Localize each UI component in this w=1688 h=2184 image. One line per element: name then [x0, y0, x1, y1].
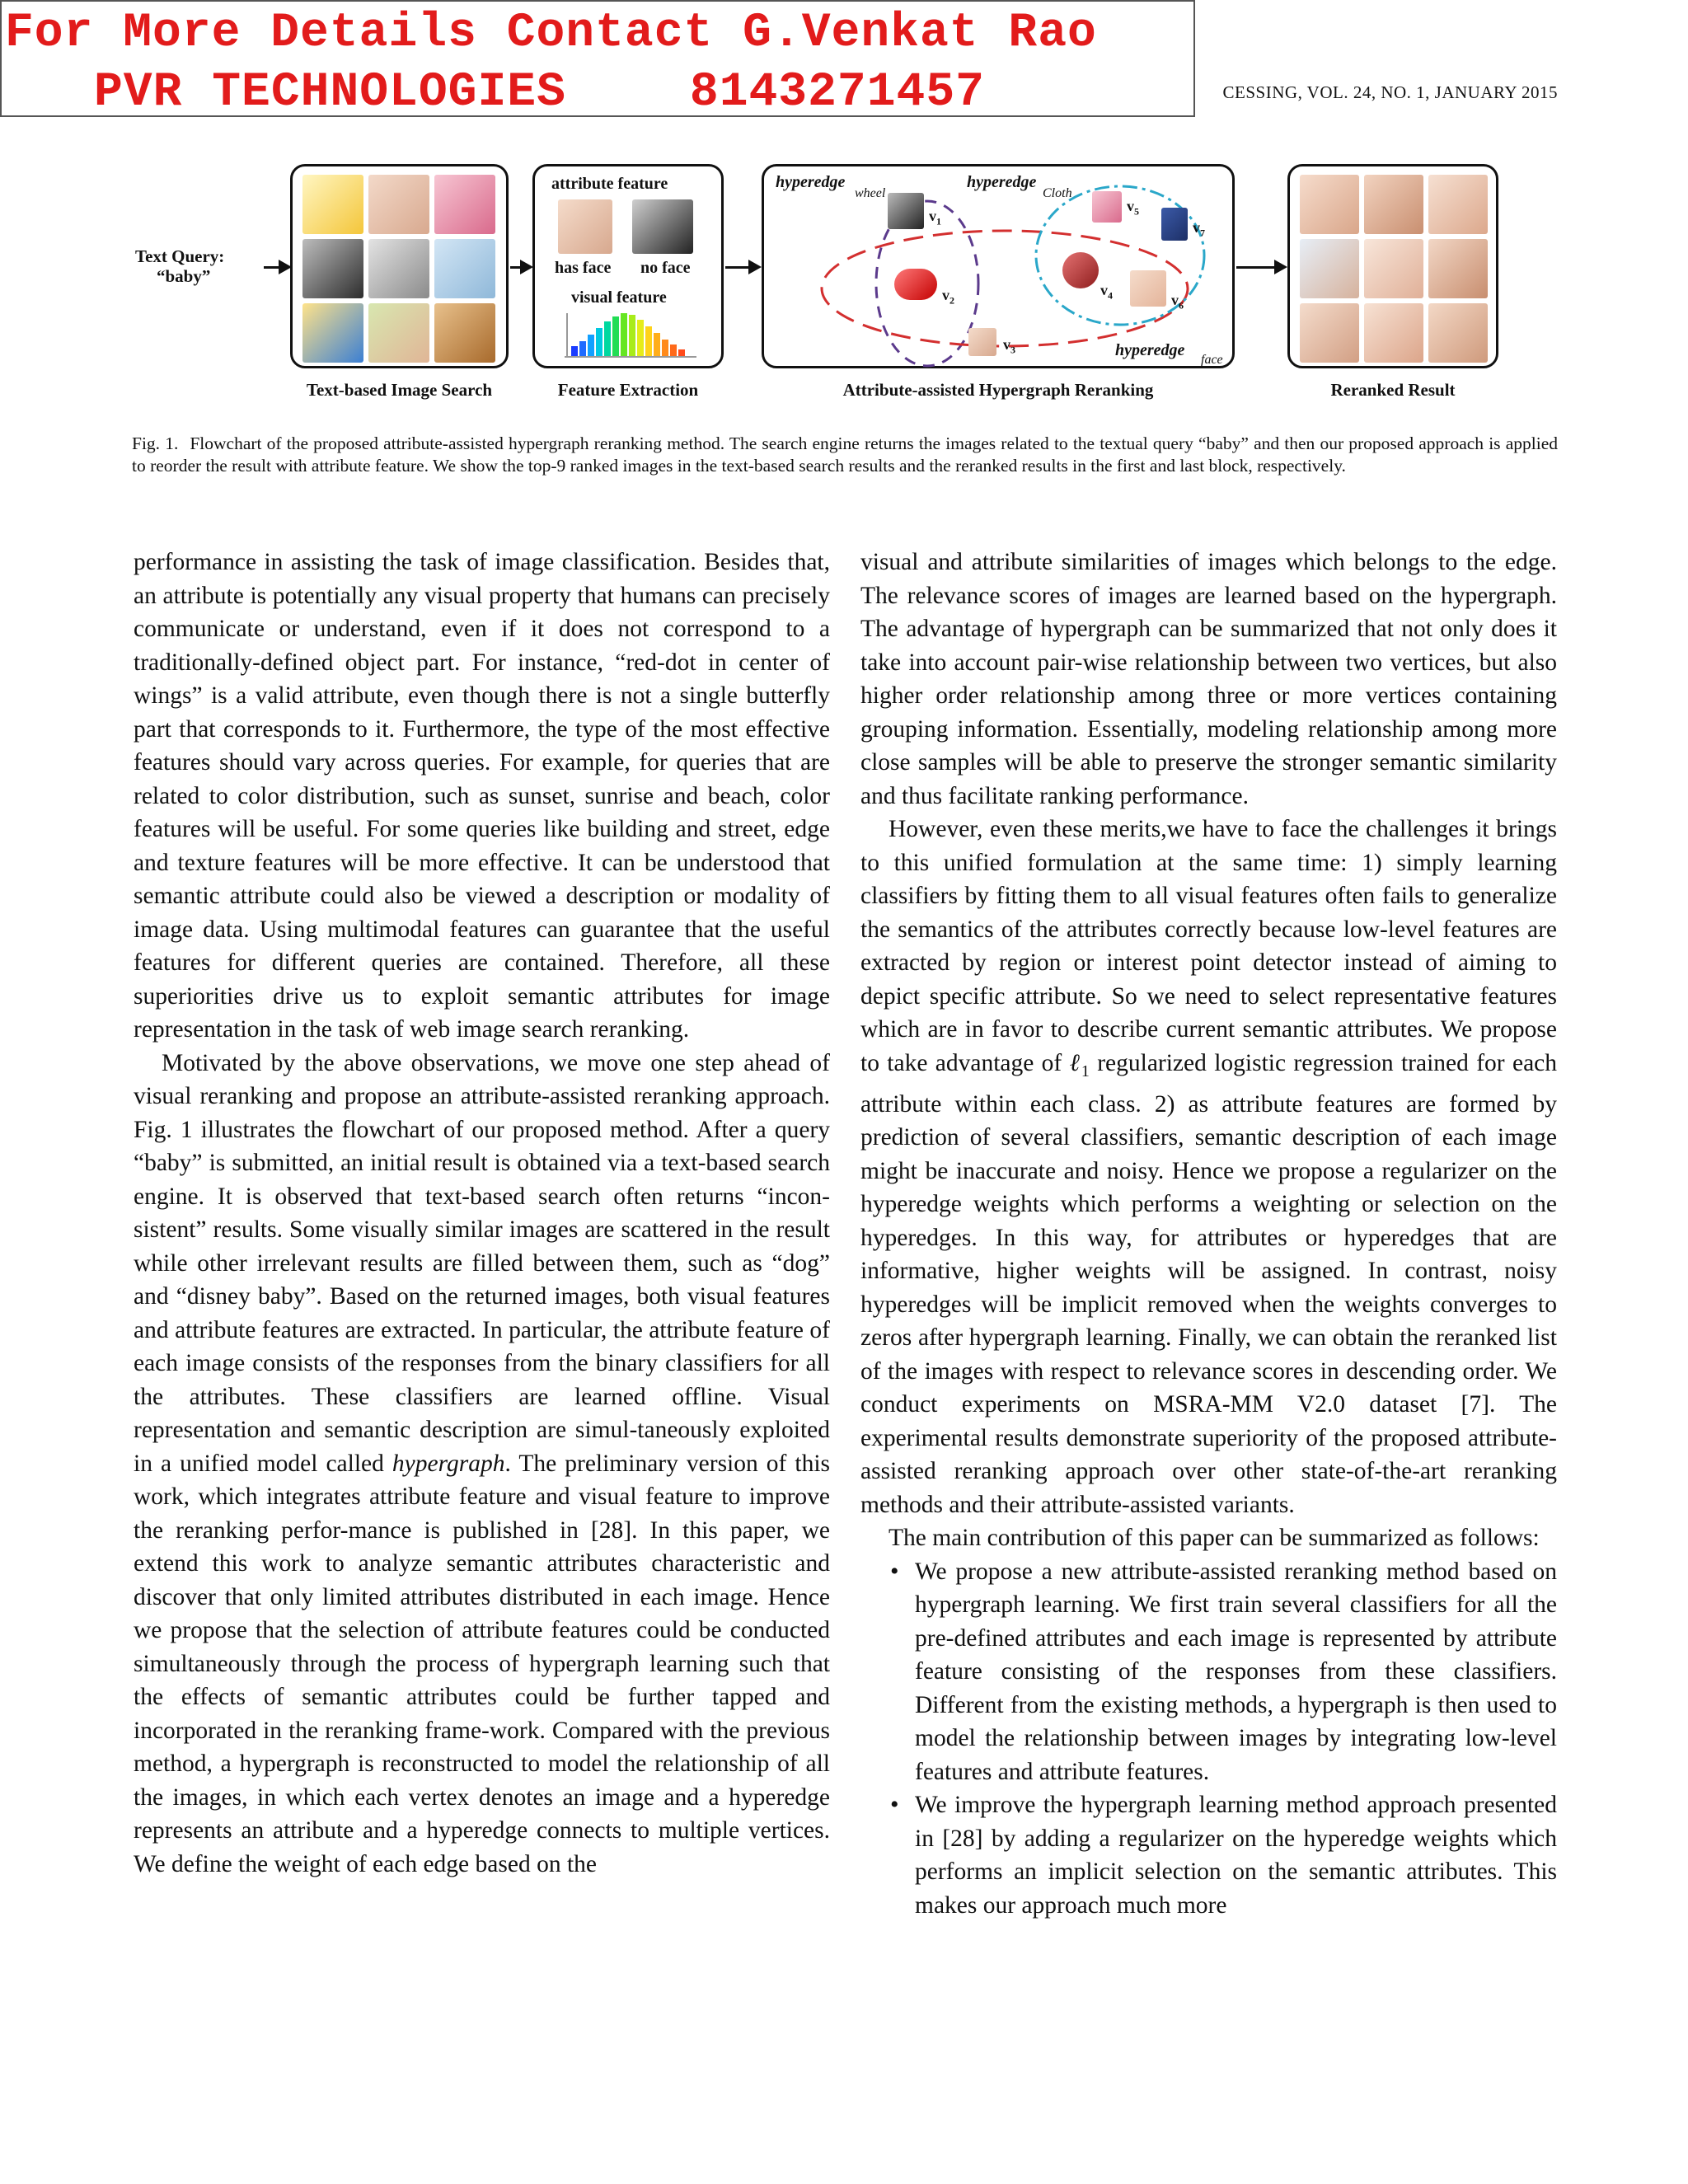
query-value: “baby”	[157, 266, 211, 286]
no-face-label: no face	[640, 259, 691, 277]
figure-caption	[132, 433, 1558, 477]
hypergraph-term: hypergraph	[392, 1450, 505, 1477]
left-paragraph-1: performance in assisting the task of image classification. Besides that, an attribute is potentially any visual property that humans can precisely communicate or understand, even if it does not correspond to a traditionally-defined object part. For instance, “red-dot in center of wings” is a valid attribute, even though there is not a single butterfly part that corresponds to it. Furthermore, the type of the most effective features should vary across queries. For example, for queries that are related to color distribution, such as sunset, sunrise and beach, color features will be useful. For some queries like building and street, edge and texture features will be more effective. It can be understood that semantic attribute could also be viewed a description or modality of image data. Using multimodal features can guarantee that the useful features for different queries are contained. Therefore, all these superiorities drive us to exploit semantic attributes for image representation in the task of web image search reranking.	[134, 549, 830, 1043]
histogram-chart	[565, 313, 696, 363]
contact-watermark	[0, 0, 1195, 120]
contribution-list	[860, 1555, 1557, 1923]
block-label-4: Reranked Result	[1330, 380, 1456, 400]
reranked-thumb-7	[1300, 303, 1359, 363]
wheel-label: wheel	[855, 186, 886, 200]
vertex-4-thumb	[1062, 252, 1099, 288]
reranked-thumb-1	[1300, 175, 1359, 234]
reranked-thumb-6	[1428, 239, 1488, 298]
vertex-7-thumb	[1161, 208, 1188, 241]
watermark-line-1: For More Details Contact G.Venkat Rao	[5, 7, 1097, 60]
face-label: face	[1201, 353, 1223, 367]
block-label-1: Text-based Image Search	[306, 380, 493, 400]
watermark-phone: 8143271457	[689, 66, 985, 120]
vertex-2-label: $v_2$	[942, 287, 954, 307]
vertex-6-thumb	[1130, 270, 1166, 307]
hyperedge-ellipses	[764, 166, 1237, 371]
thumb-blanket	[434, 239, 495, 298]
vertex-5-label: $v_5$	[1127, 198, 1139, 218]
watermark-company: PVR TECHNOLOGIES	[94, 66, 566, 120]
left-column	[134, 546, 830, 1881]
right-paragraph-1: visual and attribute similarities of images which belongs to the edge. The relevance scores of images are learned based on the hypergraph. The advantage of hypergraph can be summarized that not only does it take into account pair-wise relationship between two vertices, but also higher order relationship among three or more vertices containing grouping information. Essentially, modeling relationship among more close samples will be able to preserve the stronger semantic similarity and thus facilitate ranking performance.	[860, 549, 1557, 809]
contribution-item-1: • We propose a new attribute-assisted reranking method based on hypergraph learning. We first train several classifiers for all the pre-defined attributes and each image is represented by attribute feature consisting of the responses from these classifiers. Different from the existing methods, a hypergraph is then used to model the relationship between images by integrating low-level features and attribute features.	[915, 1555, 1557, 1789]
vertex-6-label: $v_6$	[1171, 292, 1184, 312]
arrow-3	[1236, 266, 1284, 269]
left-paragraph-2: Motivated by the above observations, we move one step ahead of visual reranking and propose an attribute-assisted reranking approach. Fig. 1 illustrates the flowchart of our proposed method. After a query “baby” is submitted, an initial result is obtained via a text-based search engine. It is observed that text-based search often returns “incon-sistent” results. Some visually similar images are scattered in the result while other irrelevant results are filled between them, such as “dog” and “disney baby”. Based on the returned images, both visual features and attribute features are extracted. In particular, the attribute feature of each image consists of the responses from the binary classifiers for all the attributes. These classifiers are learned offline. Visual representation and semantic description are simul-taneously exploited in a unified model called hypergraph. The preliminary version of this work, which integrates attribute feature and visual feature to improve the reranking perfor-mance is published in [28]. In this paper, we extend this work to analyze semantic attributes characteristic and discover that only limited attributes distributed in each image. Hence we propose that the selection of attribute features could be conducted simultaneously through the process of hypergraph learning such that the effects of semantic attributes could be further tapped and incorporated in the reranking frame-work. Compared with the previous method, a hypergraph is reconstructed to model the relationship of all the images, in which each vertex denotes an image and a hyperedge represents an attribute and a hyperedge connects to multiple vertices. We define the weight of each edge based on the	[134, 1049, 830, 1877]
vertex-1-thumb	[888, 193, 924, 229]
hyperedge-label-wheel: hyperedge	[776, 173, 846, 191]
contribution-item-2: • We improve the hypergraph learning method approach presented in [28] by adding a regularizer on the hyperedge weights which performs an implicit selection on the semantic attributes. This makes our approach much more	[915, 1788, 1557, 1922]
arrow-query	[264, 266, 288, 269]
feature-extraction-block	[532, 164, 724, 368]
arrow-1	[510, 266, 530, 269]
vertex-5-thumb	[1092, 191, 1122, 223]
thumb-noface	[632, 199, 693, 254]
reranked-thumb-9	[1428, 303, 1488, 363]
caption-label: Fig. 1.	[132, 434, 179, 453]
thumb-baby-2	[368, 303, 429, 363]
caption-text: Flowchart of the proposed attribute-assisted hypergraph reranking method. The search engine returns the images related to the textual query “baby” and then our proposed approach is applied to reorder the result with attribute feature. We show the top-9 ranked images in the text-based search results and the reranked results in the first and last block, respectively.	[132, 434, 1558, 476]
hypergraph-block	[762, 164, 1235, 368]
search-results-block	[290, 164, 509, 368]
thumb-face	[558, 199, 612, 254]
vertex-1-label: $v_1$	[929, 208, 941, 227]
vertex-3-label: $v_3$	[1003, 336, 1015, 356]
figure-1	[132, 161, 1558, 408]
watermark-line-2	[94, 66, 1182, 120]
vertex-7-label: $v_7$	[1193, 219, 1205, 239]
reranked-results-block	[1287, 164, 1498, 368]
arrow-2	[725, 266, 758, 269]
right-paragraph-2: However, even these merits,we have to face the challenges it brings to this unified formulation at the same time: 1) simply learning classifiers by fitting them to all visual features often fails to generalize the semantics of the attributes correctly because low-level features are extracted by region or interest point detector instead of aiming to depict specific attribute. So we need to select representative features which are in favor to describe current semantic attributes. We propose to take advantage of ℓ$_1$ regularized logistic regression trained for each attribute within each class. 2) as attribute features are formed by prediction of several classifiers, semantic description of each image might be inaccurate and noisy. Hence we propose a regularizer on the hyperedge weights which performs a weighting or selection on the hyperedges. In this way, for attributes or hyperedges that are informative, higher weights will be assigned. In contrast, noisy hyperedges will be implicit removed when the weights converges to zeros after hypergraph learning. Finally, we can obtain the reranked list of the images with respect to relevance scores in descending order. We conduct experiments on MSRA-MM V2.0 dataset [7]. The experimental results demonstrate superiority of the proposed attribute-assisted reranking approach over other state-of-the-art reranking methods and their attribute-assisted variants.	[860, 816, 1558, 1518]
hyperedge-label-face: hyperedge	[1115, 341, 1185, 359]
hyperedge-label-cloth: hyperedge	[967, 173, 1037, 191]
reranked-thumb-8	[1364, 303, 1423, 363]
l1-symbol: ℓ$_1$	[1069, 1049, 1090, 1080]
thumb-baby-1	[368, 175, 429, 234]
thumb-dress	[434, 175, 495, 234]
thumb-dog	[434, 303, 495, 363]
query-label: Text Query:	[135, 246, 225, 266]
block-label-3: Attribute-assisted Hypergraph Reranking	[842, 380, 1154, 400]
thumb-stroller	[302, 239, 363, 298]
reranked-thumb-3	[1428, 175, 1488, 234]
thumb-room	[368, 239, 429, 298]
reranked-thumb-4	[1300, 239, 1359, 298]
cloth-label: Cloth	[1043, 186, 1072, 200]
right-column	[860, 546, 1557, 1922]
reranked-thumb-5	[1364, 239, 1423, 298]
block-label-2: Feature Extraction	[557, 380, 699, 400]
attribute-feature-label: attribute feature	[551, 175, 668, 193]
reranked-thumb-2	[1364, 175, 1423, 234]
thumb-disney	[302, 303, 363, 363]
right-paragraph-3: The main contribution of this paper can be summarized as follows:	[889, 1525, 1540, 1552]
vertex-4-label: $v_4$	[1100, 282, 1113, 302]
thumb-duck	[302, 175, 363, 234]
running-head: CESSING, VOL. 24, NO. 1, JANUARY 2015	[1222, 82, 1558, 102]
visual-feature-label: visual feature	[571, 288, 667, 307]
has-face-label: has face	[555, 259, 612, 277]
vertex-3-thumb	[968, 328, 996, 356]
vertex-2-thumb	[894, 269, 937, 300]
